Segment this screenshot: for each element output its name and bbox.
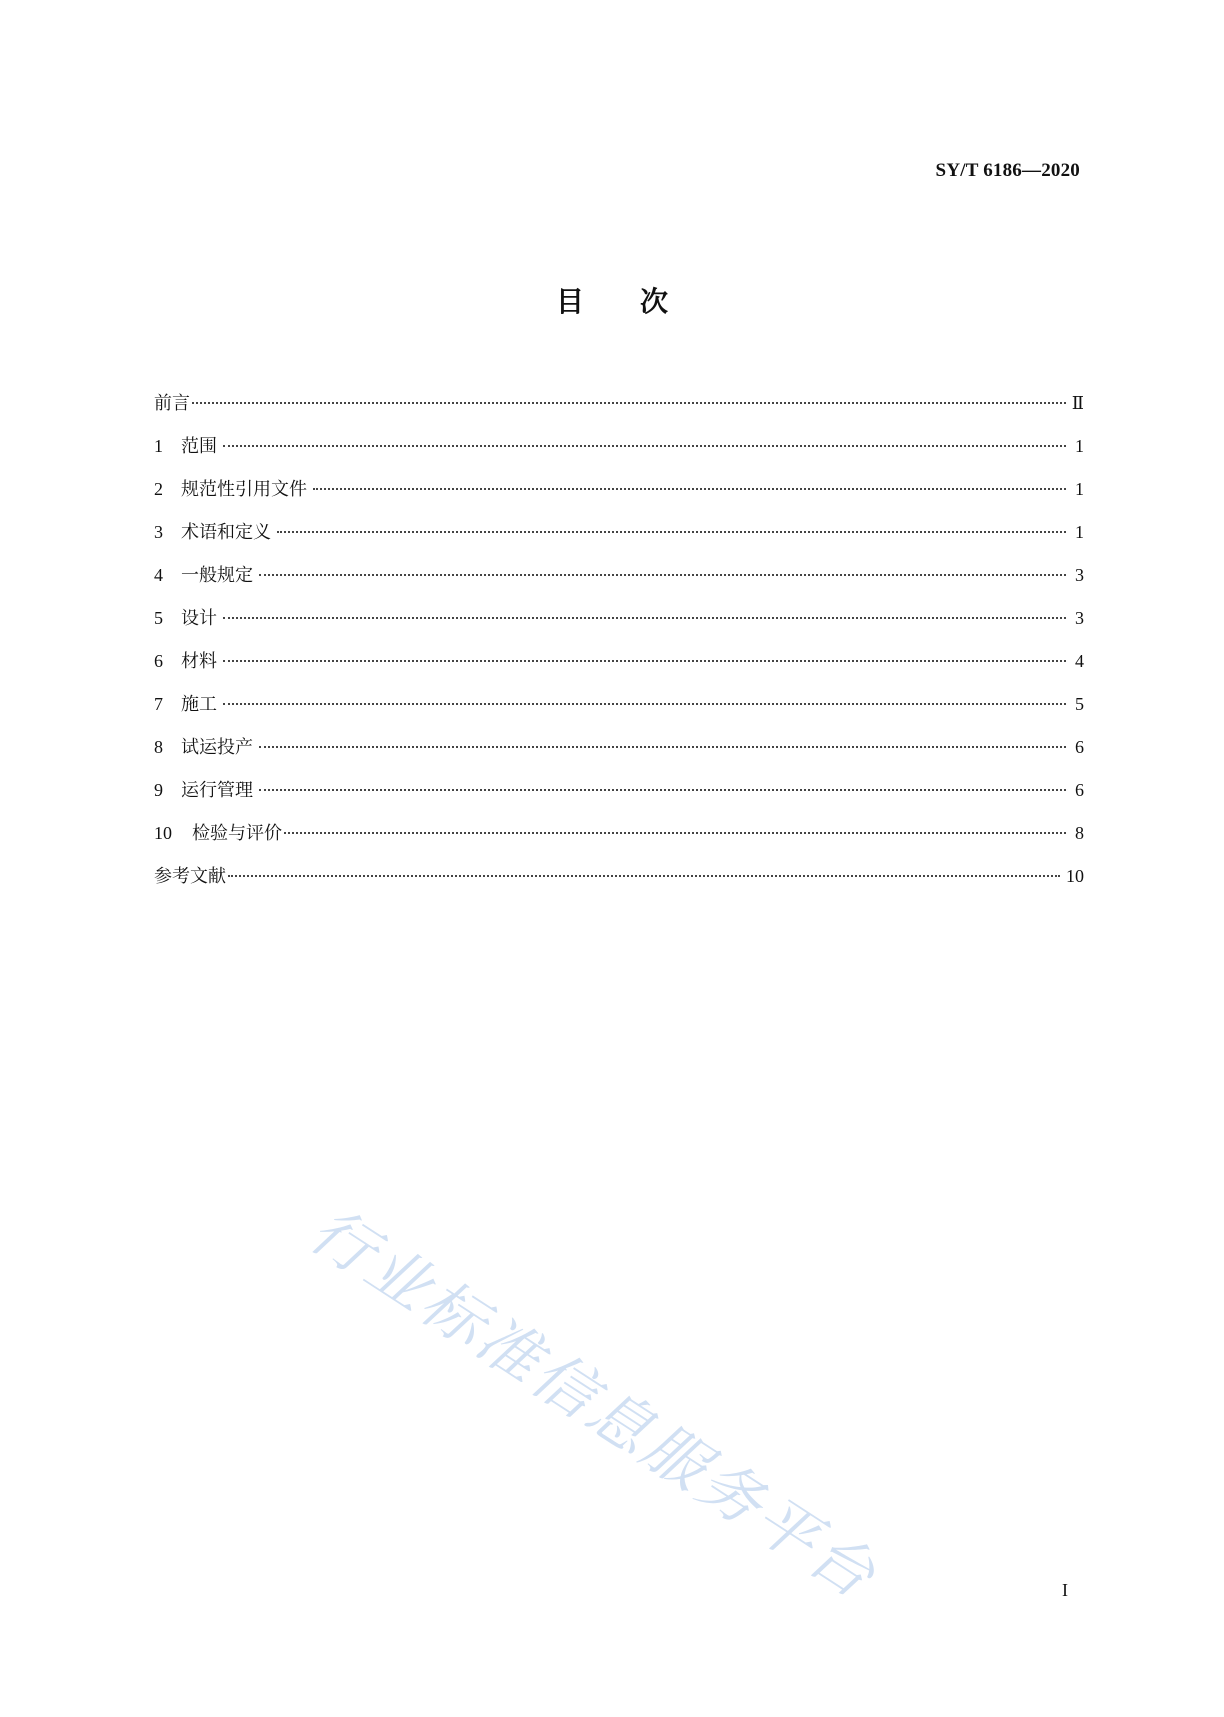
toc-entry-page: 1 <box>1075 436 1084 456</box>
toc-entry-label: 参考文献 <box>154 866 226 887</box>
toc-entry-label: 一般规定 <box>181 565 253 586</box>
toc-entry-1[interactable] <box>154 435 1084 478</box>
toc-entry-4[interactable] <box>154 564 1084 607</box>
table-of-contents <box>154 392 1084 908</box>
toc-entry-label: 试运投产 <box>181 737 253 758</box>
toc-entry-6[interactable] <box>154 650 1084 693</box>
page-title: 目次 <box>555 285 724 318</box>
toc-entry-page: 1 <box>1075 522 1084 542</box>
toc-dot-leader <box>223 703 1066 705</box>
toc-entry-foreword[interactable] <box>154 392 1084 435</box>
toc-entry-number: 1 <box>154 436 163 456</box>
toc-dot-leader <box>223 617 1066 619</box>
toc-entry-page: 5 <box>1075 694 1084 714</box>
toc-entry-number: 5 <box>154 608 163 628</box>
toc-entry-label: 范围 <box>181 436 217 457</box>
toc-entry-number: 9 <box>154 780 163 800</box>
toc-entry-number: 3 <box>154 522 163 542</box>
toc-dot-leader <box>313 488 1066 490</box>
toc-entry-label: 施工 <box>181 694 217 715</box>
toc-entry-number: 8 <box>154 737 163 757</box>
page-number: I <box>1062 1580 1068 1600</box>
toc-dot-leader <box>277 531 1066 533</box>
toc-entry-3[interactable] <box>154 521 1084 564</box>
watermark: 行业标准信息服务平台 <box>297 1193 891 1614</box>
toc-dot-leader <box>223 445 1066 447</box>
toc-entry-number: 2 <box>154 479 163 499</box>
toc-entry-page: 6 <box>1075 737 1084 757</box>
toc-entry-10[interactable] <box>154 822 1084 865</box>
toc-entry-page: 10 <box>1066 866 1084 886</box>
toc-entry-number: 10 <box>154 823 172 843</box>
toc-entry-2[interactable] <box>154 478 1084 521</box>
toc-entry-label: 设计 <box>181 608 217 629</box>
toc-entry-label: 术语和定义 <box>181 522 271 543</box>
toc-entry-number: 4 <box>154 565 163 585</box>
toc-dot-leader <box>259 789 1066 791</box>
toc-entry-page: 8 <box>1075 823 1084 843</box>
toc-entry-9[interactable] <box>154 779 1084 822</box>
toc-entry-label: 材料 <box>181 651 217 672</box>
toc-entry-number: 6 <box>154 651 163 671</box>
toc-entry-label: 运行管理 <box>181 780 253 801</box>
toc-entry-label: 前言 <box>154 393 190 414</box>
toc-entry-page: 1 <box>1075 479 1084 499</box>
toc-entry-page: Ⅱ <box>1071 393 1084 413</box>
toc-dot-leader <box>284 832 1066 834</box>
toc-entry-bibliography[interactable] <box>154 865 1084 908</box>
toc-entry-8[interactable] <box>154 736 1084 779</box>
toc-dot-leader <box>259 746 1066 748</box>
toc-dot-leader <box>192 402 1066 404</box>
toc-entry-page: 6 <box>1075 780 1084 800</box>
standard-code: SY/T 6186—2020 <box>935 160 1080 181</box>
toc-entry-7[interactable] <box>154 693 1084 736</box>
toc-entry-5[interactable] <box>154 607 1084 650</box>
toc-entry-number: 7 <box>154 694 163 714</box>
toc-dot-leader <box>223 660 1066 662</box>
toc-entry-page: 4 <box>1075 651 1084 671</box>
toc-dot-leader <box>228 875 1060 877</box>
toc-dot-leader <box>259 574 1066 576</box>
toc-entry-page: 3 <box>1075 565 1084 585</box>
toc-entry-page: 3 <box>1075 608 1084 628</box>
toc-entry-label: 规范性引用文件 <box>181 479 307 500</box>
toc-entry-label: 检验与评价 <box>192 823 282 844</box>
